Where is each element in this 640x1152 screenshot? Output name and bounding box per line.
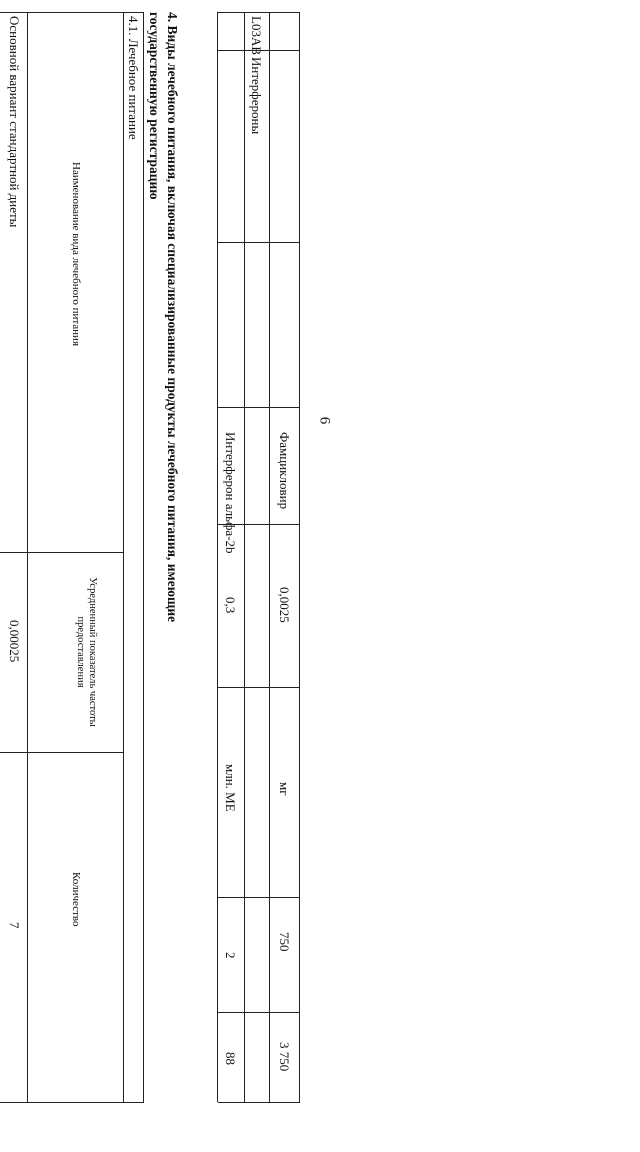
course-dose-value: 3 750 [277,1042,292,1072]
column-header-frequency: Усредненный показатель частоты предоставления [75,577,98,727]
course-dose-value: 88 [223,1052,238,1065]
rotated-page-content [0,12,320,1152]
daily-dose-value: 750 [277,932,292,952]
drug-name: Интерферон альфа-2b [223,432,238,554]
column-header-diet-name: Наименование вида лечебного питания [70,162,82,347]
diet-name-cell: Основной вариант стандартной диеты [7,16,22,228]
section-heading: 4. Виды лечебного питания, включая специализированные продукты лечебного питания, имеющие [165,12,180,623]
column-header-quantity: Количество [70,872,82,927]
page-number: 6 [316,416,333,425]
unit-value: млн. МЕ [223,764,238,812]
diet-frequency-cell: 0,00025 [7,620,22,663]
frequency-value: 0,3 [223,597,238,614]
unit-value: мг [277,782,292,796]
daily-dose-value: 2 [223,952,238,959]
diet-quantity-cell: 7 [7,922,22,929]
frequency-value: 0,0025 [277,587,292,623]
atc-code: L03AB [249,16,264,55]
drug-group: Интерфероны [249,57,264,135]
drug-name: Фамцикловир [277,432,292,510]
subsection-title: 4.1. Лечебное питание [126,16,141,140]
section-heading-continued: государственную регистрацию [147,12,162,200]
